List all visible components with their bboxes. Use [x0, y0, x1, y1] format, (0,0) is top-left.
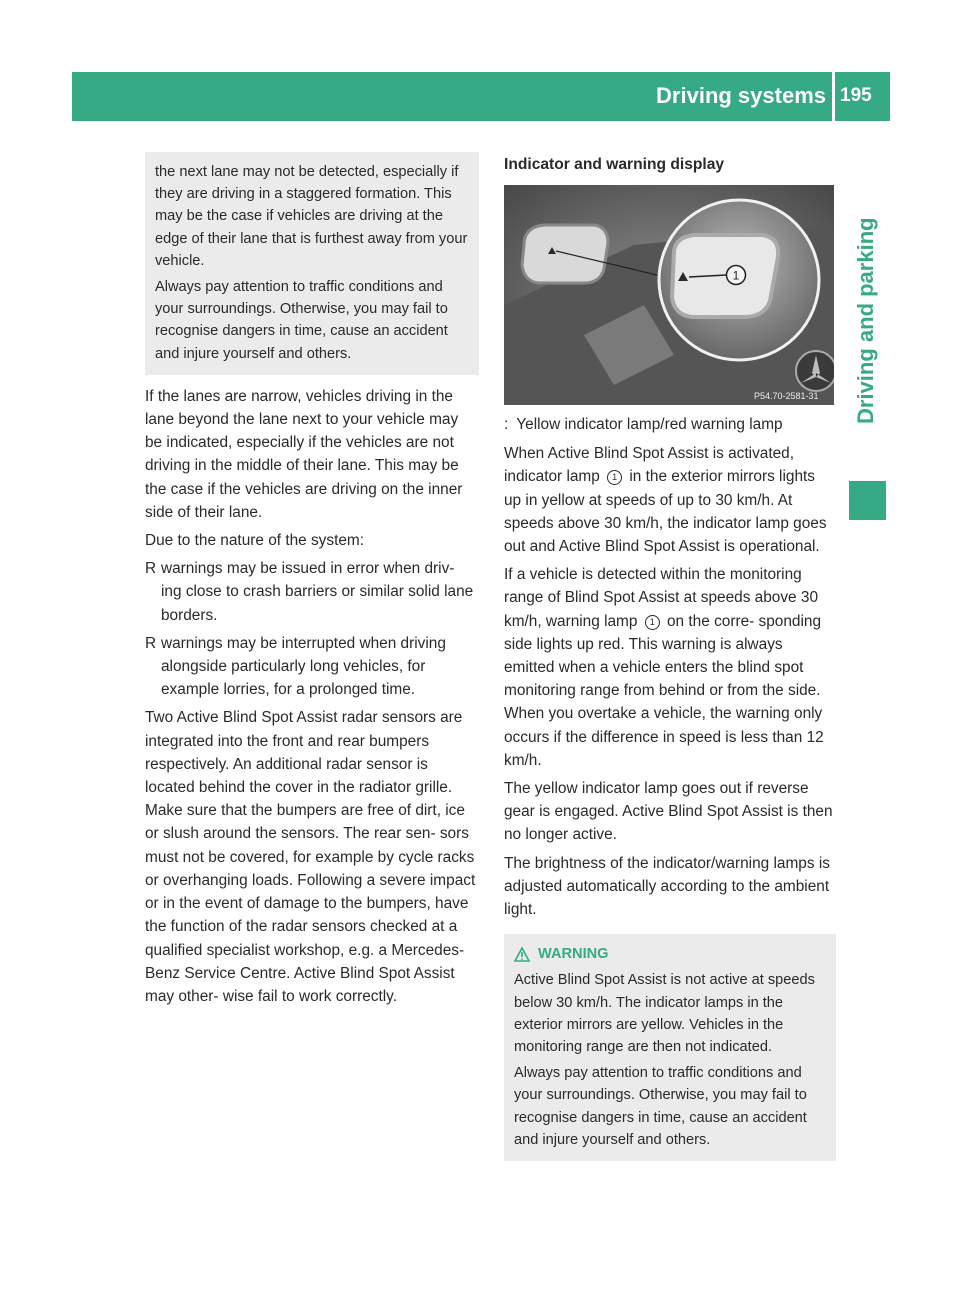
callout-marker: : — [504, 416, 509, 433]
figure-callout: 1 — [732, 268, 740, 283]
text-segment: If a vehicle is detected within the monitoring range of Blind Spot Assist at speeds above 30 km/h, warning lamp — [504, 566, 819, 630]
warning-title — [514, 943, 828, 965]
list-item-text: warnings may be interrupted when driving alongside particularly long vehicles, for example lorries, for a prolonged time. — [161, 634, 446, 699]
section-title: Driving systems — [656, 83, 826, 108]
warning-label: WARNING — [538, 946, 609, 963]
section-heading: Indicator and warning display — [504, 156, 725, 173]
bullet-marker: R — [145, 560, 157, 578]
note-paragraph: Always pay attention to traffic conditions and your surroundings. Otherwise, you may fail to recognise dangers in time, cause an accident and injure yourself and others. — [155, 279, 448, 362]
figure-caption — [504, 413, 836, 436]
text-segment: on the corre- sponding side lights up red. This warning is always emitted when a vehicle enters the blind spot monitoring range from behind or from the side. When you overtake a vehicle, the warning only occurs if the difference in speed is less than 12 km/h. — [504, 612, 824, 769]
body-paragraph: Two Active Blind Spot Assist radar sensors are integrated into the front and rear bumpers respectively. An additional radar sensor is located behind the cover in the radiator grille. Make sure that the bumpers are free of dirt, ice or slush around the sensors. The rear sen- sors must not be covered, for example by cycle racks or overhanging loads. Following a severe impact or in the event of damage to the bumpers, have the function of the radar sensors checked at a qualified specialist workshop, e.g. a Mercedes-Benz Service Centre. Active Blind Spot Assist may other- wise fail to work correctly. — [145, 709, 476, 1005]
chapter-tab-label: Driving and parking — [853, 217, 878, 424]
text-segment: in the exterior mirrors lights up in yellow at speeds of up to 30 km/h. At speeds above 30 km/h, the indicator lamp goes out and Active Blind Spot Assist is operational. — [504, 468, 827, 556]
body-paragraph — [504, 442, 836, 558]
mirror-illustration — [504, 185, 834, 405]
left-column — [145, 152, 479, 1013]
callout-icon: 1 — [645, 615, 660, 630]
bullet-marker: R — [145, 634, 157, 652]
note-paragraph: the next lane may not be detected, especially if they are driving in a staggered formation. This may be the case if vehicles are driving at the edge of their lane that is furthest away from your vehicle. — [155, 164, 468, 269]
right-column — [504, 153, 836, 1161]
header-divider — [832, 72, 835, 121]
callout-icon: 1 — [607, 470, 622, 485]
caption-text: Yellow indicator lamp/red warning lamp — [516, 416, 783, 433]
chapter-tab-marker — [849, 481, 886, 520]
text-segment: When Active Blind Spot Assist is activated, indicator lamp — [504, 445, 794, 486]
list-item — [145, 557, 479, 627]
warning-paragraph: Always pay attention to traffic conditions and your surroundings. Otherwise, you may fail to recognise dangers in time, cause an accident and injure yourself and others. — [514, 1065, 807, 1148]
list-item-text: warnings may be issued in error when driv- ing close to crash barriers or similar solid lane borders. — [161, 560, 474, 624]
list-item — [145, 632, 479, 702]
body-paragraph: Due to the nature of the system: — [145, 532, 365, 550]
figure-code: P54.70-2581-31 — [754, 391, 819, 401]
body-paragraph: The brightness of the indicator/warning lamps is adjusted automatically according to the ambient light. — [504, 854, 830, 919]
note-box — [145, 152, 479, 375]
mirror-figure — [504, 185, 834, 405]
warning-box — [504, 934, 836, 1161]
warning-paragraph: Active Blind Spot Assist is not active at speeds below 30 km/h. The indicator lamps in the exterior mirrors are yellow. Vehicles in the monitoring range are then not indicated. — [514, 972, 815, 1056]
warning-triangle-icon — [514, 947, 530, 962]
body-paragraph: If the lanes are narrow, vehicles driving in the lane beyond the lane next to your vehicle may be indicated, especially if the vehicles are not driving in the middle of their lane. This may be the case if the vehicles are driving on the inner side of their lane. — [145, 387, 463, 521]
page-number: 195 — [840, 85, 872, 106]
body-paragraph: The yellow indicator lamp goes out if reverse gear is engaged. Active Blind Spot Assist is then no longer active. — [504, 780, 833, 844]
body-paragraph — [504, 563, 836, 772]
